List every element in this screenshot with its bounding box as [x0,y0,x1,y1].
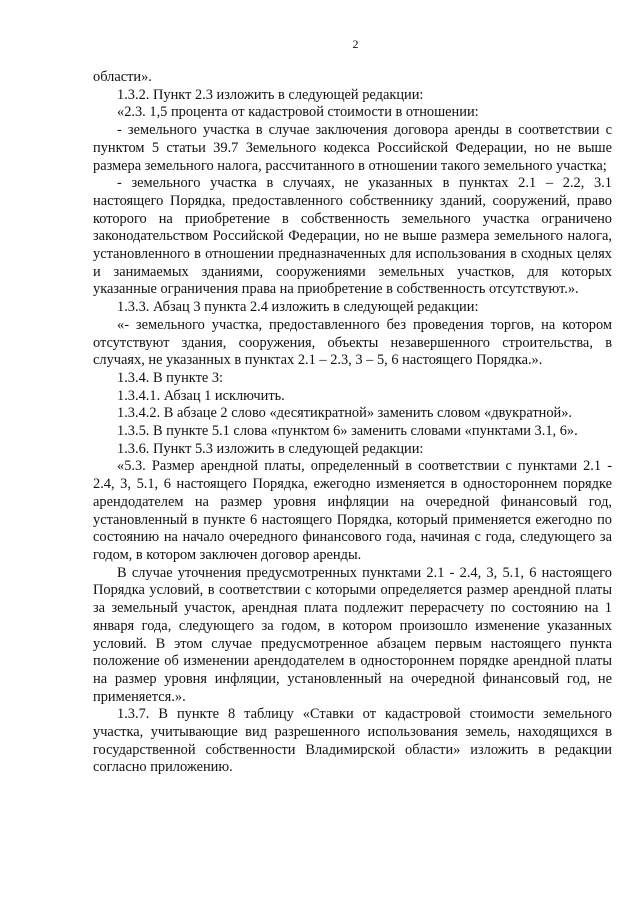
paragraph: области». [93,69,152,85]
paragraph: В случае уточнения предусмотренных пунктами 2.1 - 2.4, 3, 5.1, 6 настоящего Порядка условий, в соответствии с которыми определяется размер арендной платы за земельный участок, арендная плата подлежит перерасчету по состоянию на 1 января года, следующего за годом, в котором произошло изменение указанных условий. В этом случае предусмотренное абзацем первым настоящего пункта положение об изменении арендодателем в одностороннем порядке арендной платы на размер уровня инфляции, установленный на очередной финансовый год, не применяется.». [93,564,612,705]
page-number: 2 [352,37,359,51]
paragraph: 1.3.2. Пункт 2.3 изложить в следующей редакции: [117,86,424,103]
paragraph: 1.3.4. В пункте 3: [117,369,224,386]
paragraph: 1.3.4.2. В абзаце 2 слово «десятикратной» заменить словом «двукратной». [117,405,573,422]
paragraph: «2.3. 1,5 процента от кадастровой стоимости в отношении: [117,104,479,121]
paragraph: 1.3.7. В пункте 8 таблицу «Ставки от кадастровой стоимости земельного участка, учитывающие вид разрешенного использования земель, находящихся в государственной собственности Владимирской области» изложить в редакции согласно приложению. [93,706,612,776]
paragraph: 1.3.6. Пункт 5.3 изложить в следующей редакции: [117,440,424,457]
paragraph: «5.3. Размер арендной платы, определенный в соответствии с пунктами 2.1 - 2.4, 3, 5.1, 6 настоящего Порядка, ежегодно изменяется в одностороннем порядке арендодателем на размер уровня инфляции на очередной финансовый год, установленный в пункте 6 настоящего Порядка, который применяется ежегодно по состоянию на начало очередного финансового года, начиная с года, следующего за годом, в котором заключен договор аренды. [93,458,612,563]
paragraph: 1.3.4.1. Абзац 1 исключить. [117,387,285,404]
paragraph: - земельного участка в случаях, не указанных в пунктах 2.1 – 2.2, 3.1 настоящего Порядка, предоставленного собственнику зданий, сооружений, право которого на приобретение в собственность земельного участка ограничено законодательством Российской Федерации, но не выше размера земельного налога, установленного в отношении предназначенных для использования в сходных целях и занимаемых зданиями, сооружениями земельных участков, для которых указанные ограничения права на приобретение в собственность отсутствуют.». [93,175,612,298]
paragraph: 1.3.3. Абзац 3 пункта 2.4 изложить в следующей редакции: [117,299,479,316]
document-page [93,36,612,777]
document-body [93,69,612,777]
paragraph: - земельного участка в случае заключения договора аренды в соответствии с пунктом 5 статьи 39.7 Земельного кодекса Российской Федерации, но не выше размера земельного налога, рассчитанного в отношении такого земельного участка; [93,122,612,174]
paragraph: 1.3.5. В пункте 5.1 слова «пунктом 6» заменить словами «пунктами 3.1, 6». [117,423,578,440]
paragraph: «- земельного участка, предоставленного без проведения торгов, на котором отсутствуют здания, сооружения, объекты незавершенного строительства, в случаях, не указанных в пунктах 2.1 – 2.3, 3 – 5, 6 настоящего Порядка.». [93,316,612,369]
